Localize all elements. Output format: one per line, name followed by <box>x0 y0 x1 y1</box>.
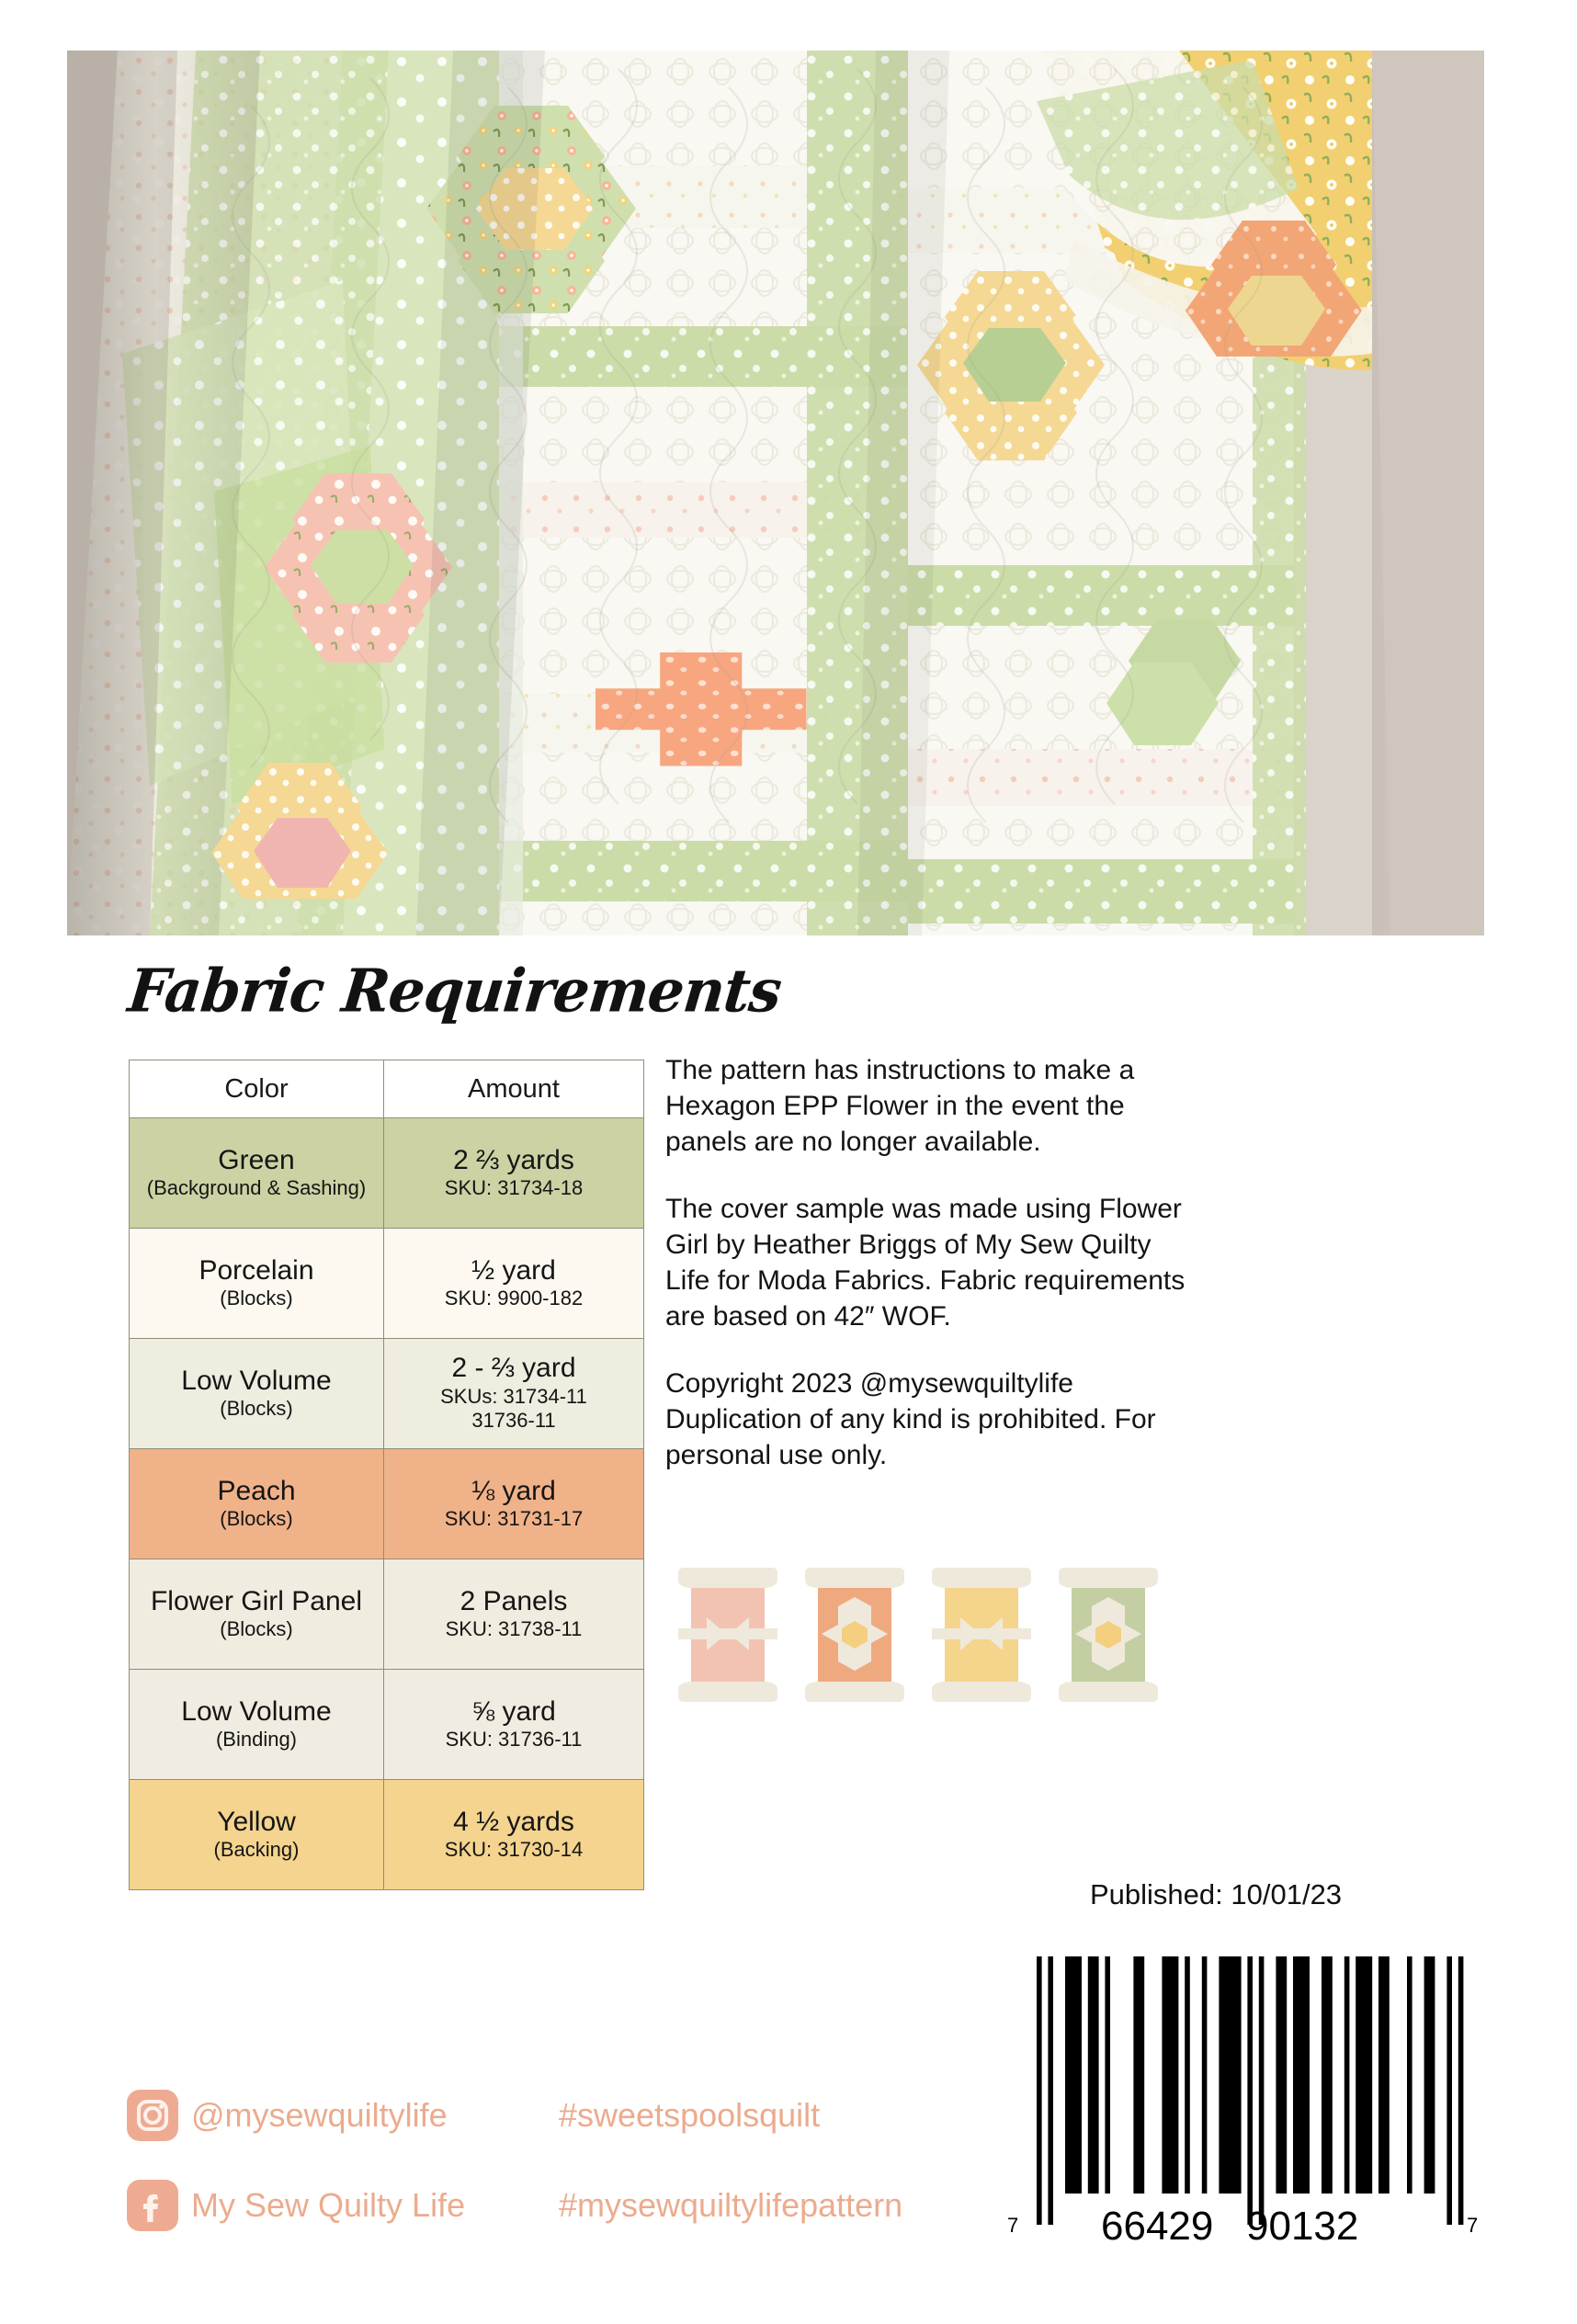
table-header-row <box>130 1060 644 1118</box>
facebook-handle[interactable]: My Sew Quilty Life <box>191 2186 466 2224</box>
table-row <box>130 1559 644 1670</box>
table-row <box>130 1780 644 1890</box>
spool-yellow-bow <box>930 1566 1033 1704</box>
page-title: Fabric Requirements <box>125 956 785 1026</box>
color-usage: (Background & Sashing) <box>146 1176 367 1199</box>
color-name: Porcelain <box>199 1254 314 1286</box>
amount-value: 4 ½ yards <box>453 1806 574 1837</box>
cell-amount <box>384 1449 644 1559</box>
color-name: Green <box>218 1144 295 1175</box>
cell-color <box>130 1559 384 1670</box>
color-usage: (Blocks) <box>220 1397 293 1420</box>
amount-sku: SKU: 31736-11 <box>445 1728 583 1751</box>
instagram-handle[interactable]: @mysewquiltylife <box>191 2096 448 2134</box>
color-usage: (Backing) <box>213 1838 300 1861</box>
svg-text:90132: 90132 <box>1246 2204 1359 2249</box>
spool-green-flower <box>1057 1566 1160 1704</box>
barcode <box>1000 1936 1496 2249</box>
cell-color <box>130 1229 384 1339</box>
table-row <box>130 1118 644 1229</box>
table-row <box>130 1670 644 1780</box>
amount-value: ⅛ yard <box>471 1475 556 1506</box>
social-footer <box>127 2075 902 2255</box>
instagram-icon[interactable] <box>127 2090 178 2141</box>
amount-sku: SKUs: 31734-11 <box>440 1384 587 1408</box>
fabric-requirements-table <box>129 1060 644 1890</box>
quilt-cover-photo <box>67 51 1484 935</box>
color-name: Flower Girl Panel <box>150 1585 363 1616</box>
cell-color <box>130 1780 384 1890</box>
spool-pink-bow <box>676 1566 779 1704</box>
cell-amount <box>384 1559 644 1670</box>
table-row <box>130 1449 644 1559</box>
amount-sku-second: 31736-11 <box>471 1409 556 1433</box>
color-name: Peach <box>217 1475 296 1506</box>
cell-color <box>130 1118 384 1229</box>
facebook-hashtag[interactable]: #mysewquiltylifepattern <box>559 2186 903 2224</box>
amount-sku: SKU: 31731-17 <box>444 1507 584 1530</box>
info-paragraph-cover-sample: The cover sample was made using Flower Girl by Heather Briggs of My Sew Quilty Life for Moda Fabrics. Fabric requirements are based on 42″ WOF. <box>665 1194 1186 1332</box>
amount-value: 2 - ⅔ yard <box>451 1353 576 1384</box>
color-usage: (Blocks) <box>220 1617 293 1640</box>
amount-sku: SKU: 31730-14 <box>444 1838 584 1861</box>
spool-icon-row <box>676 1566 1160 1704</box>
color-usage: (Blocks) <box>220 1287 293 1309</box>
cell-color <box>130 1449 384 1559</box>
cell-color <box>130 1670 384 1780</box>
color-name: Low Volume <box>181 1365 332 1396</box>
published-date: Published: 10/01/23 <box>1090 1878 1343 1910</box>
facebook-icon[interactable] <box>127 2180 178 2231</box>
cell-amount <box>384 1229 644 1339</box>
table-row <box>130 1229 644 1339</box>
svg-text:66429: 66429 <box>1101 2204 1214 2249</box>
amount-value: ½ yard <box>471 1254 556 1286</box>
social-line-instagram <box>127 2075 902 2156</box>
cell-amount <box>384 1339 644 1449</box>
color-usage: (Binding) <box>215 1728 298 1751</box>
amount-sku: SKU: 31734-18 <box>444 1176 584 1199</box>
color-name: Low Volume <box>181 1695 332 1727</box>
amount-value: 2 ⅔ yards <box>453 1144 574 1175</box>
cell-amount <box>384 1118 644 1229</box>
amount-value: 2 Panels <box>459 1585 568 1616</box>
cell-amount <box>384 1670 644 1780</box>
column-header-color: Color <box>130 1060 384 1118</box>
spool-peach-flower <box>803 1566 906 1704</box>
amount-sku: SKU: 9900-182 <box>444 1287 584 1309</box>
info-paragraph-pattern: The pattern has instructions to make a Hexagon EPP Flower in the event the panels are no longer available. <box>665 1055 1135 1157</box>
cell-amount <box>384 1780 644 1890</box>
color-name: Yellow <box>217 1806 296 1837</box>
info-paragraph-copyright: Copyright 2023 @mysewquiltylife Duplication of any kind is prohibited. For personal use only. <box>665 1368 1156 1470</box>
barcode-svg <box>1000 1936 1496 2249</box>
cell-color <box>130 1339 384 1449</box>
table-row <box>130 1339 644 1449</box>
amount-value: ⅝ yard <box>471 1695 556 1727</box>
color-usage: (Blocks) <box>220 1507 293 1530</box>
social-line-facebook <box>127 2165 902 2246</box>
column-header-amount: Amount <box>384 1060 644 1118</box>
instagram-hashtag[interactable]: #sweetspoolsquilt <box>559 2096 821 2134</box>
info-text-block <box>665 1052 1198 1473</box>
amount-sku: SKU: 31738-11 <box>445 1617 583 1640</box>
svg-text:7: 7 <box>1007 2214 1019 2237</box>
quilt-photo-illustration <box>67 51 1484 935</box>
svg-text:7: 7 <box>1467 2214 1479 2237</box>
